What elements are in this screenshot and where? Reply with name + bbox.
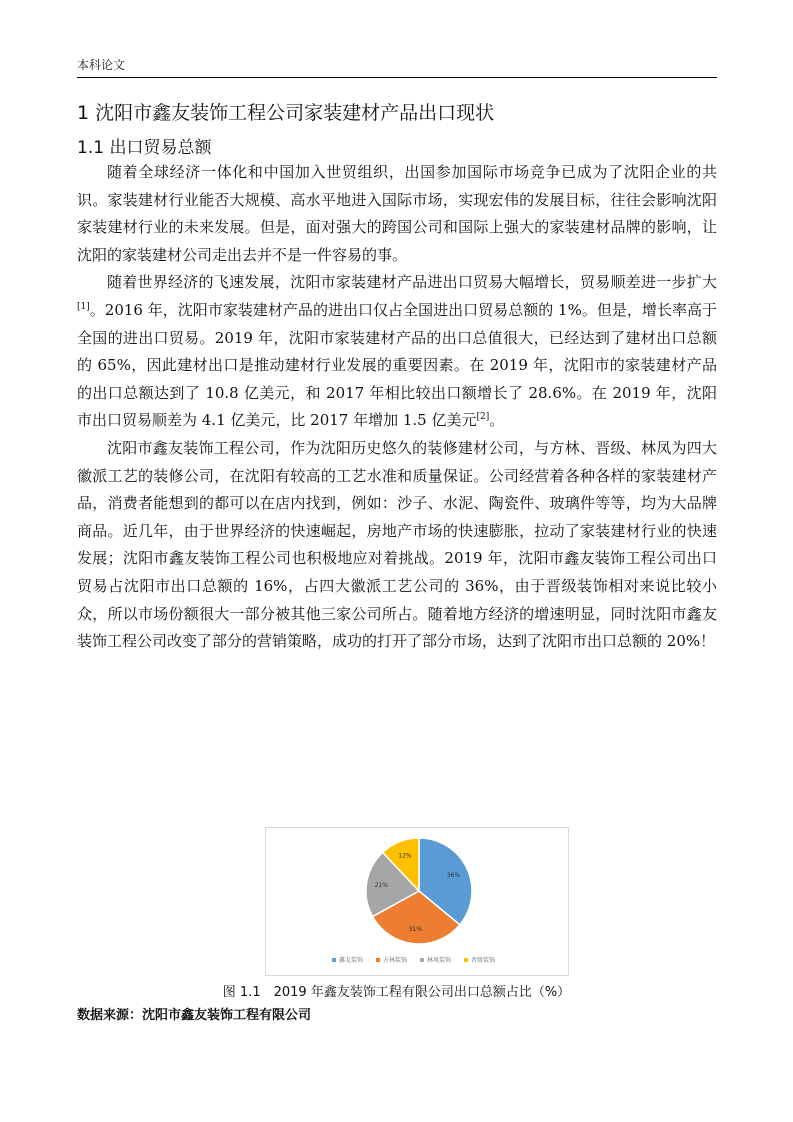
pie-data-label-2: 31%	[408, 925, 423, 933]
paragraph-2	[77, 269, 717, 435]
pie-data-label-4: 12%	[398, 852, 412, 860]
pie-data-label-3: 21%	[374, 882, 388, 890]
legend-swatch-4	[464, 958, 468, 962]
legend-label-1: 鑫友装饰	[339, 957, 364, 964]
pie-chart-svg	[266, 828, 568, 975]
legend-label-4: 晋级装饰	[471, 957, 496, 964]
pie-chart	[265, 827, 569, 976]
paragraph-2-part-2: 。2016 年，沈阳市家装建材产品的进出口仅占全国进出口贸易总额的 1%。但是，增长率高于全国的进出口贸易。2019 年，沈阳市家装建材产品的出口总值很大，已经达到了建材出口总额的 65%，因此建材出口是推动建材行业发展的重要因素。在 2019 年，沈阳市的家装建材产品的出口总额达到了 10.8 亿美元，和 2017 年相比较出口额增长了 28.6%。在 2019 年，沈阳市出口贸易顺差为 4.1 亿美元，比 2017 年增加 1.5 亿美元	[77, 300, 717, 430]
header-rule	[77, 77, 717, 78]
legend-label-3: 林凤装饰	[427, 957, 452, 964]
legend-swatch-1	[332, 958, 336, 962]
section-heading: 1 沈阳市鑫友装饰工程公司家装建材产品出口现状	[77, 102, 495, 124]
legend-label-2: 方林装饰	[383, 957, 408, 964]
paragraph-1: 随着全球经济一体化和中国加入世贸组织，出国参加国际市场竞争已成为了沈阳企业的共识。家装建材行业能否大规模、高水平地进入国际市场，实现宏伟的发展目标，往往会影响沈阳家装建材行业的未来发展。但是，面对强大的跨国公司和国际上强大的家装建材品牌的影响，让沈阳的家装建材公司走出去并不是一件容易的事。	[77, 163, 717, 264]
subsection-heading: 1.1 出口贸易总额	[77, 138, 212, 158]
data-source-note: 数据来源：沈阳市鑫友装饰工程有限公司	[77, 1008, 312, 1023]
pie-data-label-1: 36%	[446, 871, 461, 879]
citation-ref-1: [1]	[77, 301, 90, 312]
citation-ref-2: [2]	[476, 412, 490, 423]
legend-swatch-3	[420, 958, 424, 962]
legend-swatch-2	[376, 958, 380, 962]
body-text	[77, 159, 717, 656]
paragraph-3: 沈阳市鑫友装饰工程公司，作为沈阳历史悠久的装修建材公司，与方林、晋级、林凤为四大徽派工艺的装修公司，在沈阳有较高的工艺水准和质量保证。公司经营着各种各样的家装建材产品，消费者能想到的都可以在店内找到，例如：沙子、水泥、陶瓷件、玻璃件等等，均为大品牌商品。近几年，由于世界经济的快速崛起，房地产市场的快速膨胀，拉动了家装建材行业的快速发展；沈阳市鑫友装饰工程公司也积极地应对着挑战。2019 年，沈阳市鑫友装饰工程公司出口贸易占沈阳市出口总额的 16%，占四大徽派工艺公司的 36%，由于晋级装饰相对来说比较小众，所以市场份额很大一部分被其他三家公司所占。随着地方经济的增速明显，同时沈阳市鑫友装饰工程公司改变了部分的营销策略，成功的打开了部分市场，达到了沈阳市出口总额的 20%！	[77, 438, 717, 651]
figure-caption: 图 1.1 2019 年鑫友装饰工程有限公司出口总额占比（%）	[222, 985, 571, 1000]
paragraph-2-part-1: 随着世界经济的飞速发展，沈阳市家装建材产品进出口贸易大幅增长，贸易顺差进一步扩大	[107, 273, 717, 292]
paragraph-2-part-3: 。	[489, 411, 505, 430]
running-header: 本科论文	[77, 58, 126, 72]
